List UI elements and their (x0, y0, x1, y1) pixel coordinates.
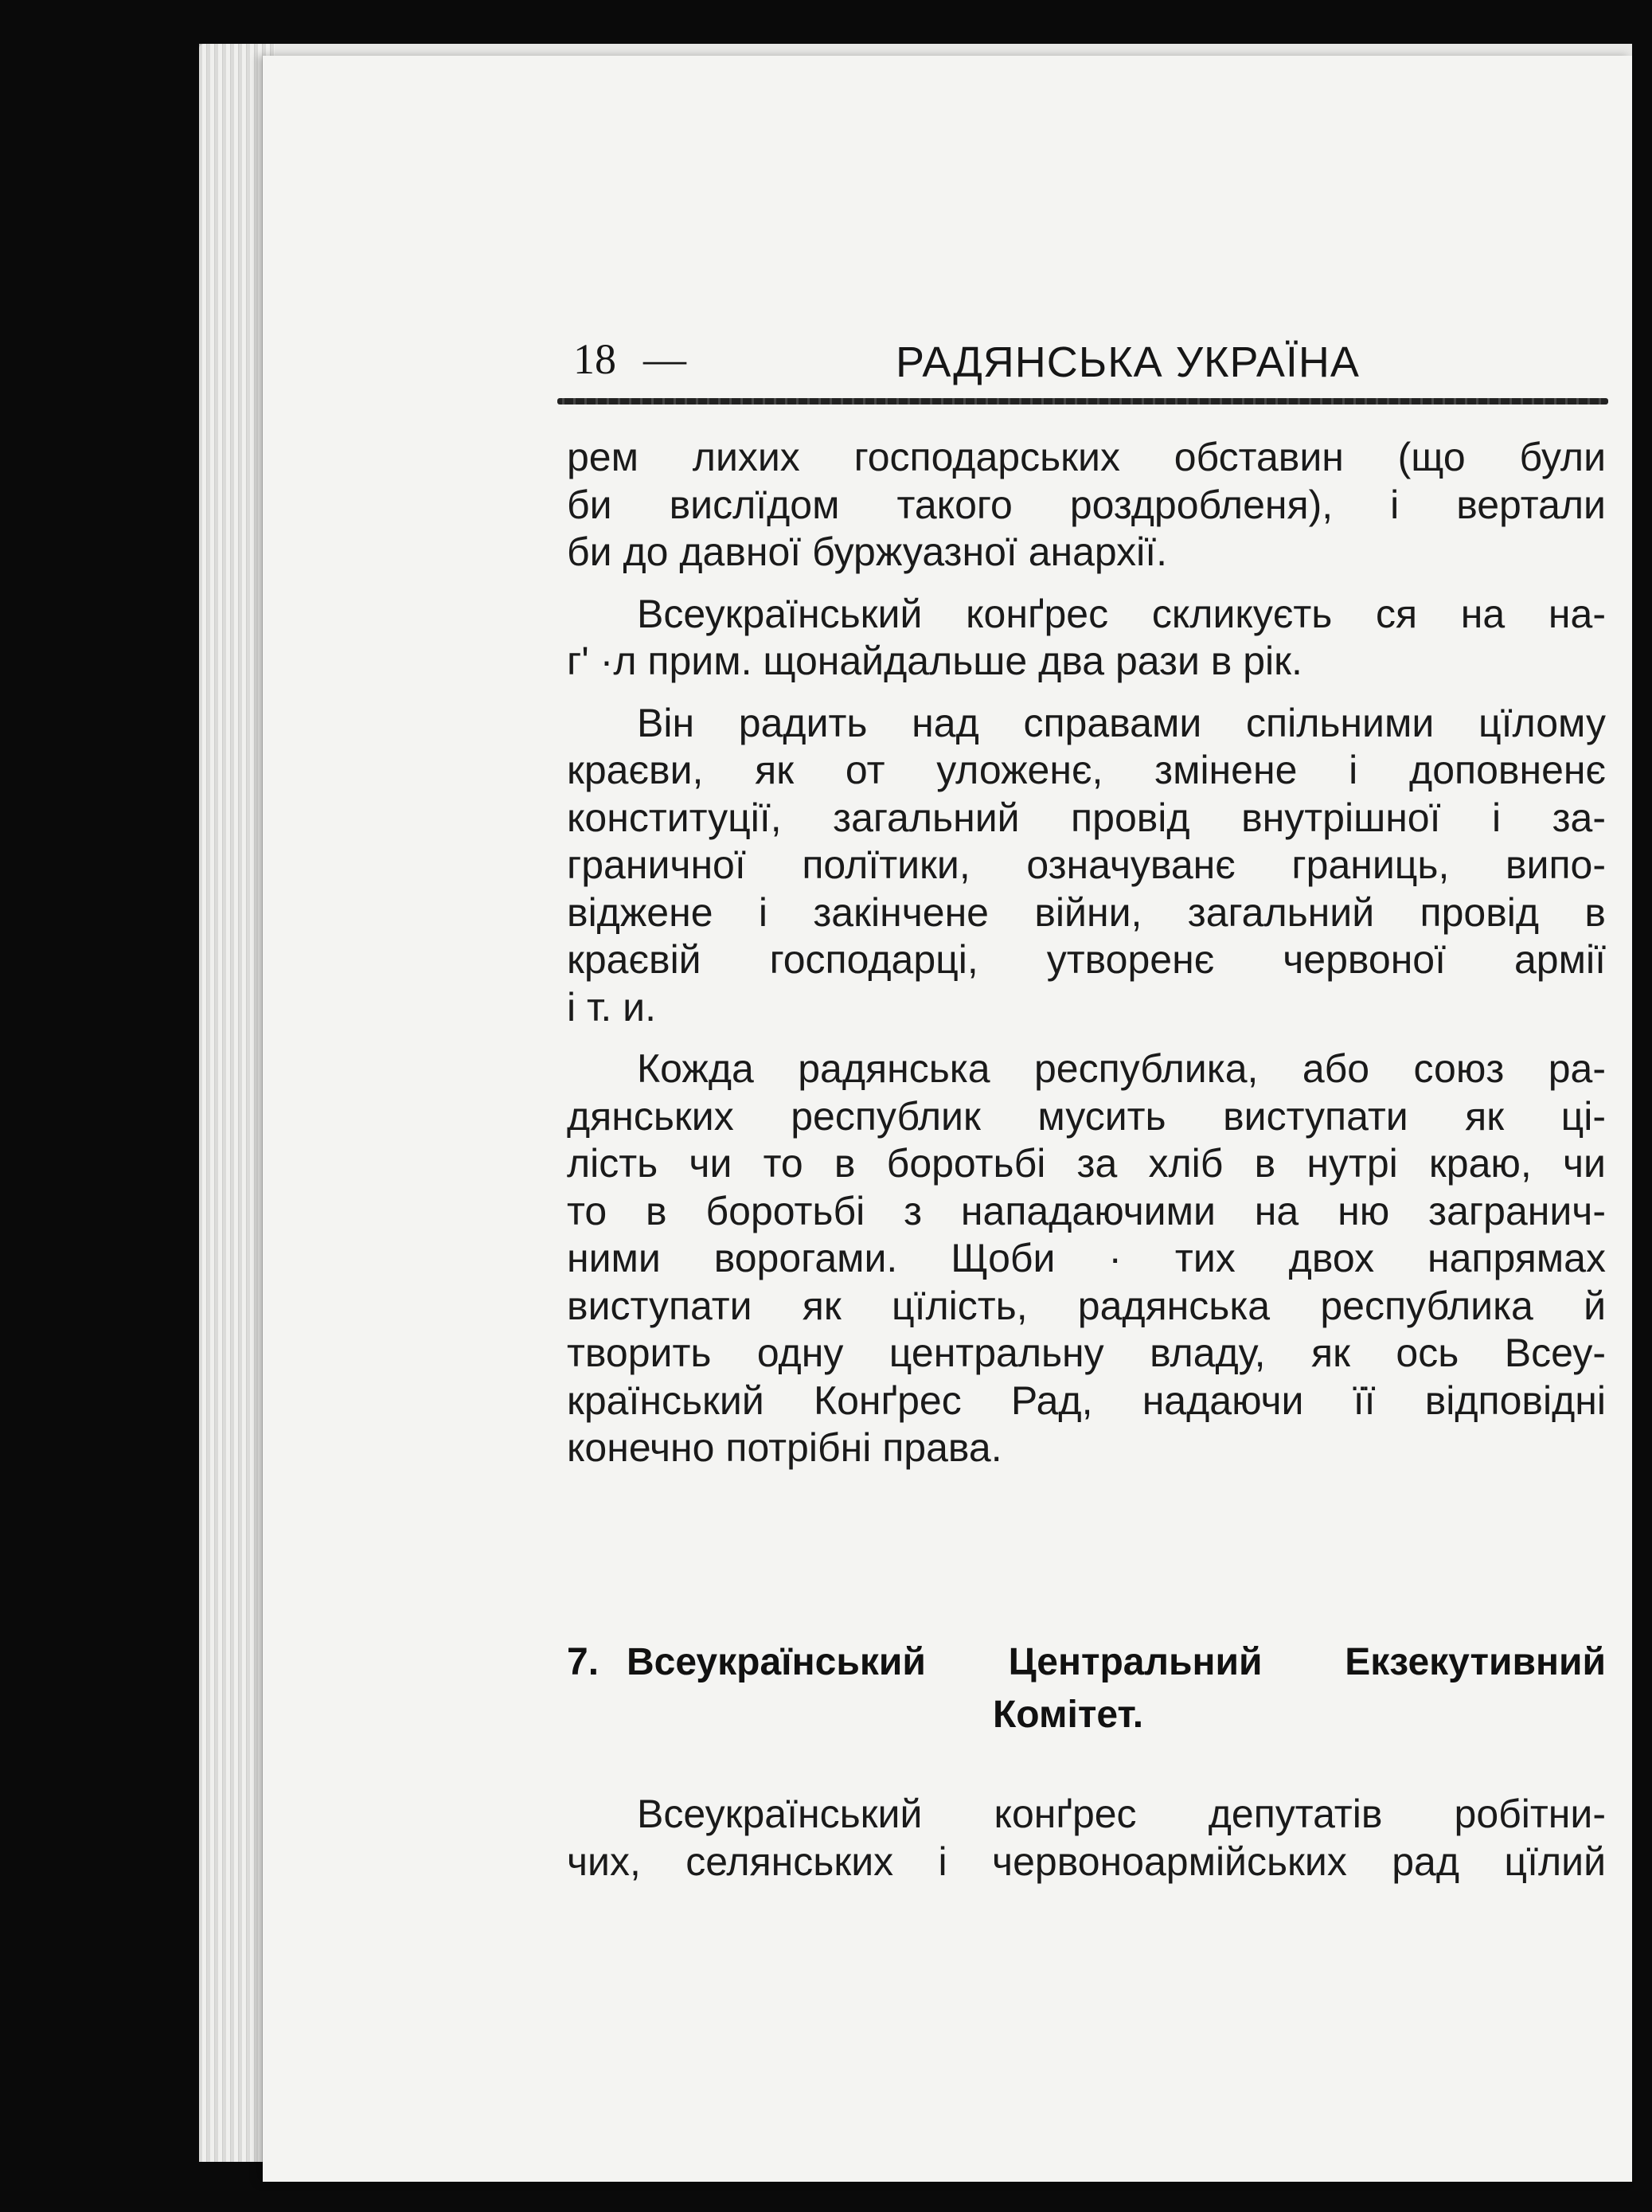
text-line: г' ·л прим. щонайдальше два рази в рік. (567, 639, 1302, 683)
body-text (567, 434, 1606, 1472)
text-line: конституції, загальний провід внутрішної і за- (567, 795, 1606, 840)
text-line: творить одну центральну владу, як ось Всеу- (567, 1331, 1606, 1375)
text-line: чих, селянських і червоноармійських рад цїлий (567, 1839, 1606, 1884)
text-line: то в боротьбі з нападаючими на ню загранич- (567, 1188, 1606, 1233)
text-line: конечно потрібні права. (567, 1425, 1002, 1470)
text-line: лість чи то в боротьбі за хліб в нутрі краю, чи (567, 1141, 1606, 1186)
text-line: Кожда радянська республика, або союз ра- (637, 1046, 1606, 1091)
running-title: РАДЯНСЬКА УКРАЇНА (896, 338, 1360, 386)
section-title-line-2: Комітет. (993, 1694, 1144, 1736)
final-paragraph (567, 1790, 1606, 1886)
text-line: Він радить над справами спільними цїлому (637, 700, 1606, 745)
text-line: Всеукраїнський конґрес депутатів робітни- (637, 1792, 1606, 1836)
text-line: краєвій господарці, утворенє червоної армії (567, 937, 1606, 982)
text-line: рем лихих господарських обставин (що були (567, 435, 1606, 479)
text-line: Всеукраїнський конґрес скликуєть ся на на- (637, 591, 1606, 636)
running-header (573, 334, 1608, 398)
header-rule (557, 398, 1608, 404)
text-line: ними ворогами. Щоби · тих двох напрямах (567, 1236, 1606, 1280)
page-number: 18 (573, 335, 616, 383)
text-line: і т. и. (567, 984, 656, 1030)
text-line: країнський Конґрес Рад, надаючи її відповідні (567, 1378, 1606, 1423)
section-number: 7. (567, 1641, 599, 1683)
paragraph (567, 700, 1606, 1032)
section-title-line-1: Всеукраїнський Центральний Екзекутивний (627, 1641, 1606, 1683)
text-line: дянських республик мусить виступати як ці- (567, 1093, 1606, 1139)
text-line: би до давної буржуазної анархії. (567, 530, 1168, 574)
header-dash: — (643, 335, 686, 383)
text-line: граничної полїтики, означуванє границь, випо- (567, 842, 1606, 887)
text-line: віджене і закінчене війни, загальний провід в (567, 889, 1606, 935)
paragraph (567, 591, 1606, 686)
text-line: краєви, як от уложенє, змінене і доповненє (567, 748, 1606, 792)
text-line: виступати як цїлість, радянська республика й (567, 1283, 1606, 1328)
paragraph (567, 1045, 1606, 1472)
text-line: би вислїдом такого роздробленя), і вертали (567, 482, 1606, 527)
paragraph (567, 434, 1606, 576)
